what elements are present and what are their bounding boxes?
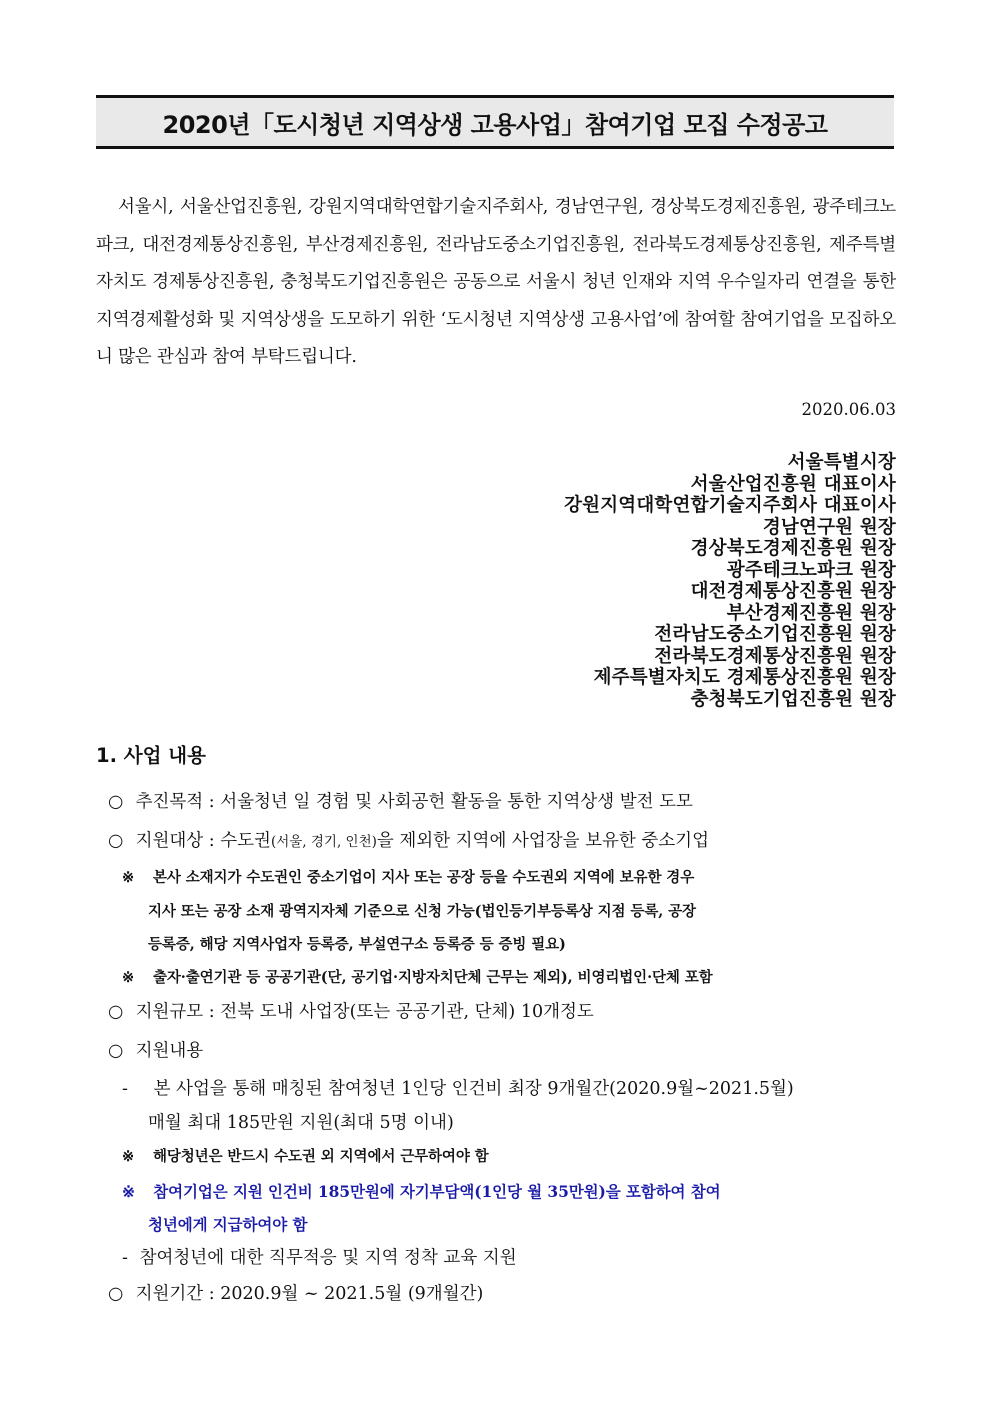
note-icon: ※ xyxy=(122,969,135,986)
signer-item: 강원지역대학연합기술지주회사 대표이사 xyxy=(564,495,896,516)
dash-icon: - xyxy=(122,1248,128,1268)
note-line xyxy=(122,1180,720,1202)
note-line xyxy=(122,966,713,987)
section-title: 1. 사업 내용 xyxy=(96,744,206,767)
note-text: 해당청년은 반드시 수도권 외 지역에서 근무하여야 함 xyxy=(152,1148,489,1165)
signer-list xyxy=(564,452,896,710)
note-line: 등록증, 해당 지역사업자 등록증, 부설연구소 등록증 등 증빙 필요) xyxy=(148,936,566,953)
intro-paragraph: 서울시, 서울산업진흥원, 강원지역대학연합기술지주회사, 경남연구원, 경상북도경제진흥원, 광주테크노파크, 대전경제통상진흥원, 부산경제진흥원, 전라남도중소기업진흥원, 전라북도경제통상진흥원, 제주특별자치도 경제통상진흥원, 충청북도기업진흥원은 공동으로 서울시 청년 인재와 지역 우수일자리 연결을 통한 지역경제활성화 및 지역상생을 도모하기 위한 ‘도시청년 지역상생 고용사업’에 참여할 참여기업을 모집하오니 많은 관심과 참여 부탁드립니다. xyxy=(96,197,896,367)
content-text: 지원내용 xyxy=(135,1041,204,1061)
signer-item: 전라북도경제통상진흥원 원장 xyxy=(654,645,896,667)
note-text: 본사 소재지가 수도권인 중소기업이 지사 또는 공장 등을 수도권외 지역에 보유한 경우 xyxy=(152,869,695,886)
signer-item: 전라남도중소기업진흥원 원장 xyxy=(654,624,896,645)
target-line xyxy=(108,827,709,852)
note-icon: ※ xyxy=(122,1148,135,1165)
note-line xyxy=(122,866,694,887)
target-text-b: 을 제외한 지역에 사업장을 보유한 중소기업 xyxy=(376,831,709,851)
dash-text: 참여청년에 대한 직무적응 및 지역 정착 교육 지원 xyxy=(139,1248,517,1268)
target-text-a: 지원대상 : 수도권 xyxy=(135,831,271,851)
note-line: 지사 또는 공장 소재 광역지자체 기준으로 신청 가능(법인등기부등록상 지점 등록, 공장 xyxy=(148,903,696,920)
dash-line xyxy=(122,1244,517,1269)
scale-text: 지원규모 : 전북 도내 사업장(또는 공공기관, 단체) 10개정도 xyxy=(135,1002,594,1022)
note-line xyxy=(122,1145,489,1166)
purpose-line xyxy=(108,788,693,813)
signer-item: 서울특별시장 xyxy=(787,452,896,473)
bullet-icon: ○ xyxy=(108,792,124,812)
signer-item: 대전경제통상진흥원 원장 xyxy=(690,581,896,602)
note-icon: ※ xyxy=(122,869,135,886)
bullet-icon: ○ xyxy=(108,1041,124,1061)
dash-line: 매월 최대 185만원 지원(최대 5명 이내) xyxy=(148,1113,454,1133)
dash-text: 본 사업을 통해 매칭된 참여청년 1인당 인건비 최장 9개월간(2020.9월~2021.5월) xyxy=(153,1079,794,1099)
signer-item: 경상북도경제진흥원 원장 xyxy=(690,538,896,559)
document-title: 2020년「도시청년 지역상생 고용사업」참여기업 모집 수정공고 xyxy=(162,110,828,139)
dash-icon: - xyxy=(122,1079,128,1099)
announcement-date: 2020.06.03 xyxy=(801,400,896,419)
signer-item: 충청북도기업진흥원 원장 xyxy=(690,688,896,710)
signer-item: 제주특별자치도 경제통상진흥원 원장 xyxy=(593,667,896,688)
signer-item: 광주테크노파크 원장 xyxy=(726,559,896,581)
signer-item: 서울산업진흥원 대표이사 xyxy=(690,473,896,495)
signer-item: 부산경제진흥원 원장 xyxy=(726,602,896,624)
bullet-icon: ○ xyxy=(108,1284,124,1304)
dash-line xyxy=(122,1075,794,1100)
scale-line xyxy=(108,998,594,1023)
note-icon: ※ xyxy=(122,1182,135,1201)
purpose-text: 추진목적 : 서울청년 일 경험 및 사회공헌 활동을 통한 지역상생 발전 도모 xyxy=(135,792,693,812)
content-line xyxy=(108,1037,203,1062)
note-text: 출자·출연기관 등 공공기관(단, 공기업·지방자치단체 근무는 제외), 비영리법인·단체 포함 xyxy=(152,969,713,986)
period-line xyxy=(108,1280,483,1305)
title-box xyxy=(96,95,894,149)
signer-item: 경남연구원 원장 xyxy=(762,516,896,538)
note-line: 청년에게 지급하여야 함 xyxy=(148,1215,308,1234)
bullet-icon: ○ xyxy=(108,831,124,851)
target-text-small: (서울, 경기, 인천) xyxy=(270,834,377,850)
note-text: 참여기업은 지원 인건비 185만원에 자기부담액(1인당 월 35만원)을 포함하여 참여 xyxy=(153,1182,721,1201)
period-text: 지원기간 : 2020.9월 ~ 2021.5월 (9개월간) xyxy=(135,1284,484,1304)
bullet-icon: ○ xyxy=(108,1002,124,1022)
